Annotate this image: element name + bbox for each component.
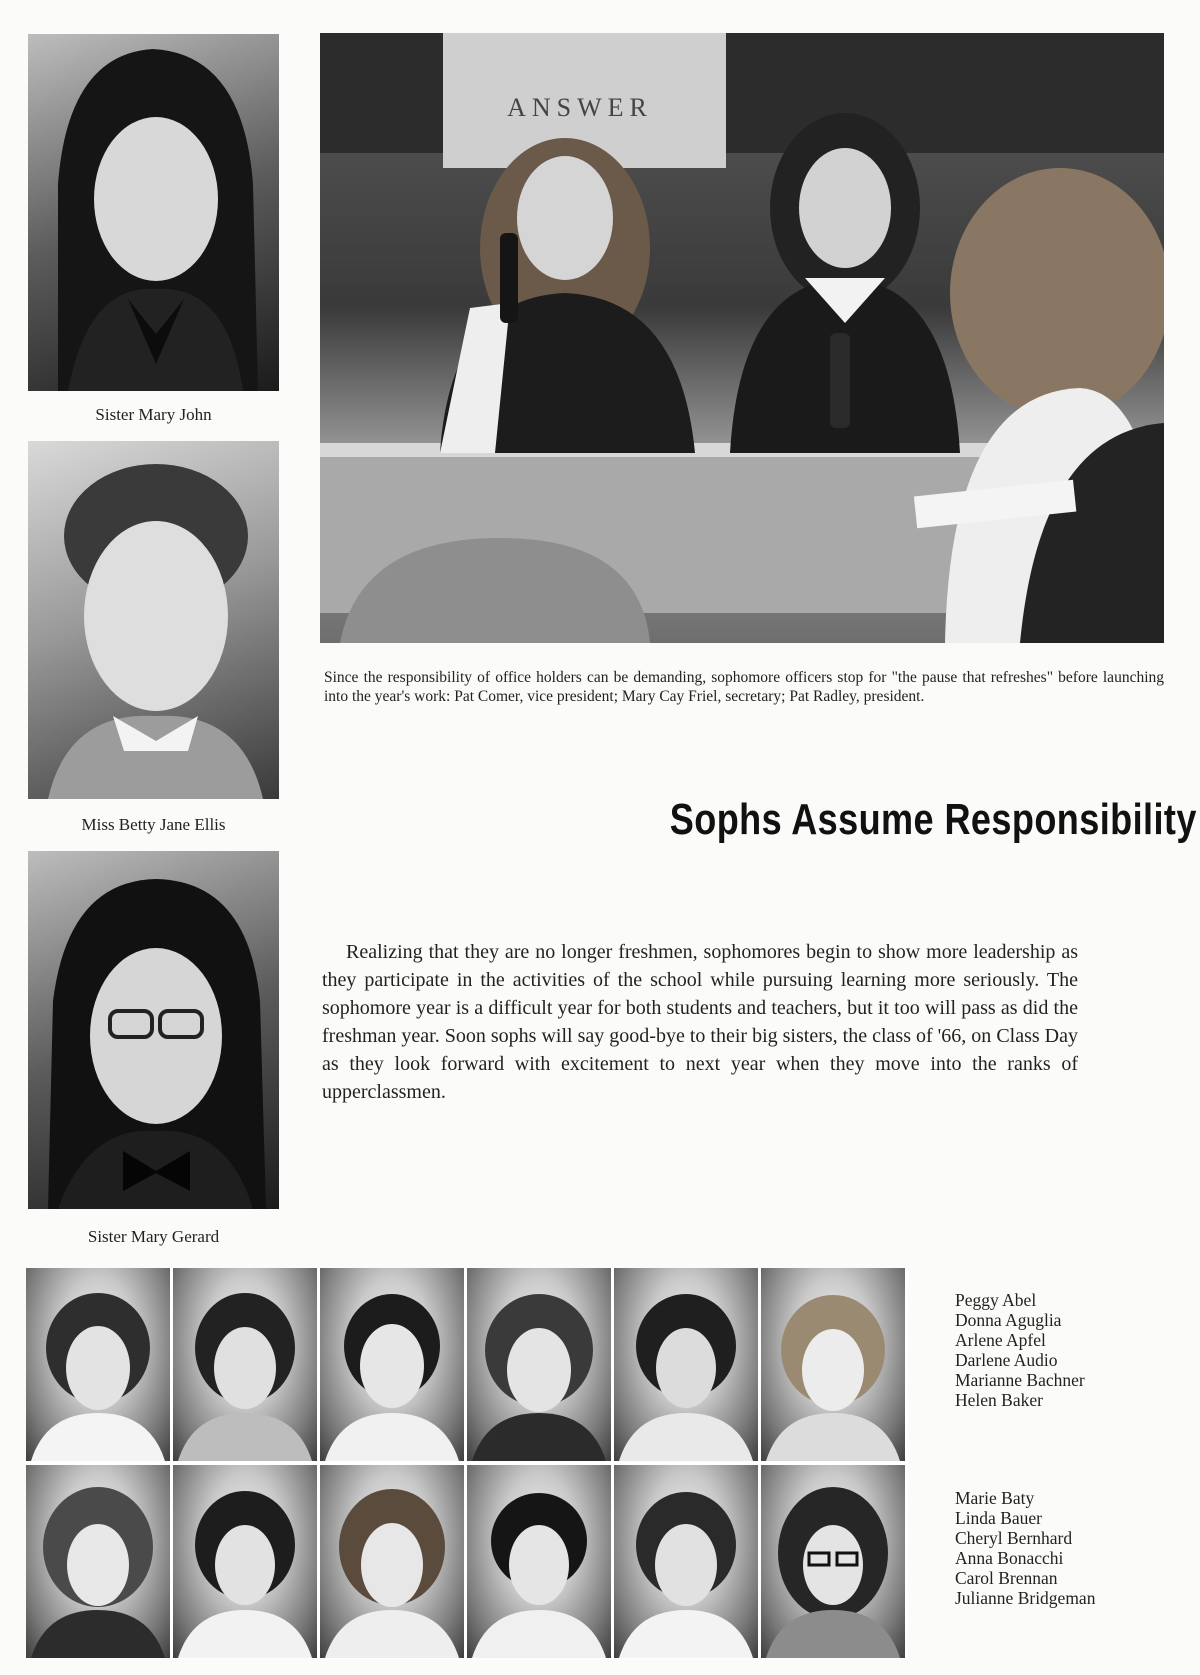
student-portrait xyxy=(614,1268,758,1461)
student-name: Peggy Abel xyxy=(955,1290,1037,1310)
page-headline: Sophs Assume Responsibility xyxy=(669,795,1197,844)
student-portrait xyxy=(320,1465,464,1658)
student-name: Cheryl Bernhard xyxy=(955,1528,1073,1548)
student-name: Carol Brennan xyxy=(955,1568,1058,1588)
student-portrait xyxy=(761,1465,905,1658)
student-name: Arlene Apfel xyxy=(955,1330,1046,1350)
student-portrait xyxy=(26,1268,170,1461)
portrait-betty-jane-ellis xyxy=(28,441,279,799)
poster-text: ANSWER xyxy=(507,93,653,122)
portrait-illustration xyxy=(28,851,279,1209)
student-portrait xyxy=(614,1465,758,1658)
student-portrait xyxy=(467,1465,611,1658)
student-portrait xyxy=(173,1268,317,1461)
student-name: Darlene Audio xyxy=(955,1350,1058,1370)
student-names-row-2 xyxy=(955,1488,1175,1608)
student-name: Helen Baker xyxy=(955,1390,1043,1410)
student-name: Marie Baty xyxy=(955,1488,1035,1508)
caption-betty-jane-ellis: Miss Betty Jane Ellis xyxy=(81,815,226,834)
group-photo-sophomore-officers xyxy=(320,33,1164,643)
portrait-sister-mary-john xyxy=(28,34,279,391)
student-portrait xyxy=(173,1465,317,1658)
group-photo-illustration xyxy=(320,33,1164,643)
group-photo-caption: Since the responsibility of office holders can be demanding, sophomore officers stop for "the pause that refreshes" before launching into the year's work: Pat Comer, vice president; Mary Cay Friel, secretary; Pat Radley, president. xyxy=(324,669,1164,705)
portrait-illustration xyxy=(28,34,279,391)
article-body: Realizing that they are no longer freshmen, sophomores begin to show more leadership as they participate in the activities of the school while pursuing learning more seriously. The sophomore year is a difficult year for both students and teachers, but it too will pass as did the freshman year. Soon sophs will say good-bye to their big sisters, the class of '66, on Class Day as they look forward with excitement to next year when they move into the ranks of upperclassmen. xyxy=(322,941,1078,1103)
student-name: Linda Bauer xyxy=(955,1508,1042,1528)
portrait-sister-mary-gerard xyxy=(28,851,279,1209)
student-name: Julianne Bridgeman xyxy=(955,1588,1096,1608)
caption-sister-mary-john: Sister Mary John xyxy=(95,405,212,424)
portrait-illustration xyxy=(28,441,279,799)
student-portrait xyxy=(26,1465,170,1658)
student-portrait xyxy=(467,1268,611,1461)
student-portrait xyxy=(761,1268,905,1461)
student-portrait xyxy=(320,1268,464,1461)
student-portrait-grid xyxy=(26,1268,908,1659)
caption-sister-mary-gerard: Sister Mary Gerard xyxy=(87,1227,220,1246)
student-name: Marianne Bachner xyxy=(955,1370,1085,1390)
student-names-row-1 xyxy=(955,1290,1175,1410)
student-name: Donna Aguglia xyxy=(955,1310,1062,1330)
student-name: Anna Bonacchi xyxy=(955,1548,1064,1568)
